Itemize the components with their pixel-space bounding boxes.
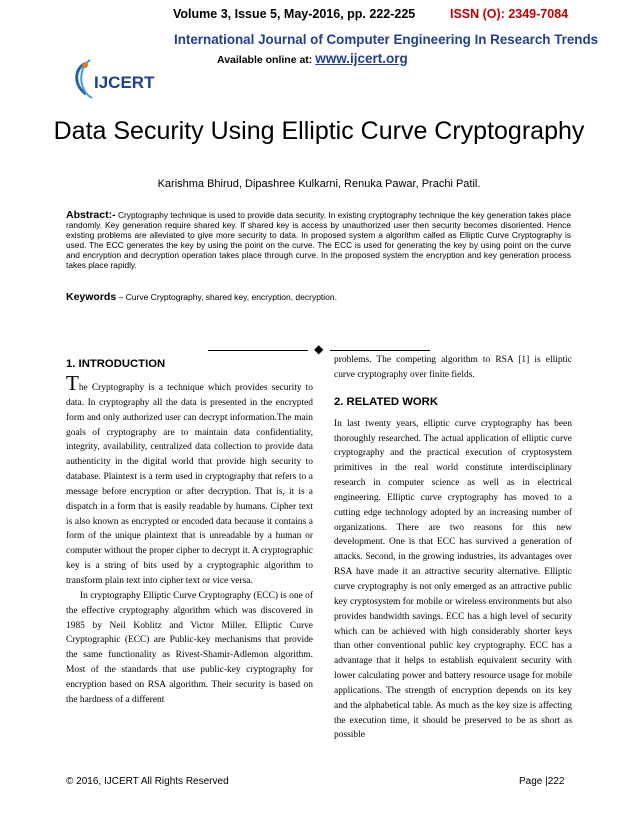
issn-info: ISSN (O): 2349-7084 xyxy=(450,7,569,21)
intro-paragraph-3: problems. The competing algorithm to RSA [1] is elliptic curve cryptography over finite fields. xyxy=(334,355,572,380)
keywords xyxy=(66,291,571,303)
intro-paragraph-1-text: he Cryptography is a technique which provides security to data. In cryptography all the data is presented in the encrypted form and only authorized user can decrypt information.The main goals of cryptography are to maintain data confidentiality, integrity, availability, centralized data collection to provide data authenticity in the digital world that provide high security to database. Plaintext is a term used in cryptography that refers to a message before encryption or after decryption. That is, it is a dispatch in a form that is easily readable by humans. Cipher text is also known as encrypted or encoded data because it contains a form of the unique plaintext that is unreadable by a human or computer without the proper cipher to decrypt it. A cryptographic key is a string of bits used by a cryptographic algorithm to transform plain text into cipher text or vice versa. xyxy=(66,383,313,586)
online-availability xyxy=(217,51,408,66)
abstract-label: Abstract:- xyxy=(66,209,116,221)
keywords-text: – Curve Cryptography, shared key, encryption, decryption. xyxy=(118,292,337,302)
related-work-paragraph: In last twenty years, elliptic curve cryptography has been thoroughly researched. The actual application of elliptic curve cryptography and the practical execution of cryptosystem primitives in the real world constitute interdisciplinary research in computer science as well as in electrical engineering. Elliptic curve cryptography has moved to a cutting edge technology adopted by an increasing number of organizations. There are two reasons for this new development. One is that ECC has survived a generation of attacks. Second, in the growing industries, its advantages over RSA have made it an attractive security alternative. Elliptic curve cryptography is not only emerged as an attractive public key cryptosystem for mobile or wireless environments but also provides bandwidth savings. ECC has a high level of security which can be achieved with high considerably shorter keys than other conventional public key cryptography. ECC has a advantage that it helps to establish equivalent security with lower calculating power and battery resource usage for mobile applications. The strength of encryption depends on its key and the alphabetical table. As much as the key size is affecting the execution time, it should be preserved to be as short as possible xyxy=(334,418,572,741)
journal-website-link[interactable]: www.ijcert.org xyxy=(315,51,408,66)
right-column xyxy=(334,353,572,743)
left-column xyxy=(66,357,313,708)
footer-copyright: © 2016, IJCERT All Rights Reserved xyxy=(66,776,229,787)
paper-authors: Karishma Bhirud, Dipashree Kulkarni, Renuka Pawar, Prachi Patil. xyxy=(157,178,481,190)
section-heading-introduction: 1. INTRODUCTION xyxy=(66,358,166,370)
intro-paragraph-1 xyxy=(66,371,313,589)
footer-page-number: Page |222 xyxy=(519,776,565,787)
journal-logo xyxy=(70,56,160,100)
intro-paragraph-2: In cryptography Elliptic Curve Cryptography (ECC) is one of the effective cryptography algorithm which was discovered in 1985 by Neil Koblitz and Victor Miller. Elliptic Curve Cryptographic (ECC) are Public-key mechanisms that provide the same functionality as Rivest-Shamir-Adlemon algorithm. Most of the standards that use public-key cryptography for encryption based on RSA algorithm. Their security is based on the hardness of a different xyxy=(66,590,313,705)
keywords-label: Keywords xyxy=(66,291,117,303)
paper-title: Data Security Using Elliptic Curve Cryptography xyxy=(53,117,585,145)
dropcap-letter: T xyxy=(66,371,79,395)
volume-info: Volume 3, Issue 5, May-2016, pp. 222-225 xyxy=(173,7,416,21)
abstract xyxy=(66,210,571,271)
abstract-text: Cryptography technique is used to provide data security. In existing cryptography technique the key generation takes place randomly. Key generation require shared key. If shared key is access by unauthorized user then security becomes disoriented. Hence existing problems are alleviated to give more security to data. In proposed system a algorithm called as Elliptic Curve Cryptography is used. The ECC generates the key by using the point on the curve. The ECC is used for generating the key by using point on the curve and encryption and decryption operation takes place through curve. In the proposed system the encryption and key generation process takes place rapidly. xyxy=(66,210,571,271)
logo-text: IJCERT xyxy=(94,73,155,92)
journal-name: International Journal of Computer Engineering In Research Trends xyxy=(174,32,599,47)
diamond-icon: ◆ xyxy=(314,342,324,356)
online-label: Available online at: xyxy=(217,54,313,66)
section-heading-related-work: 2. RELATED WORK xyxy=(334,395,438,408)
